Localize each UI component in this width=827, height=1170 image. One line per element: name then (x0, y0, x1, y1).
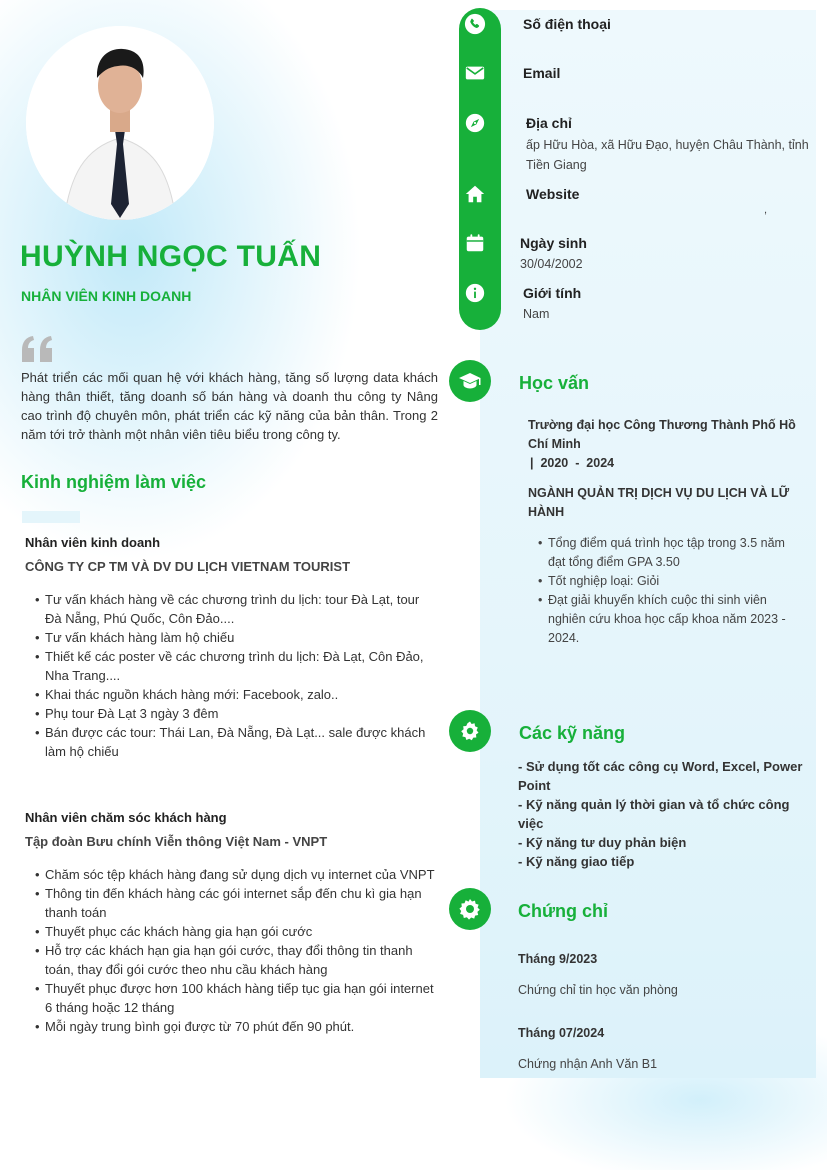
school-name: Trường đại học Công Thương Thành Phố Hồ Chí Minh (528, 418, 796, 451)
list-item: - Kỹ năng tư duy phản biện (518, 835, 687, 850)
list-item: • Đạt giải khuyến khích cuộc thi sinh viên nghiên cứu khoa học cấp khoa năm 2023 - 2024. (538, 591, 800, 648)
list-item: • Thuyết phục các khách hàng gia hạn gói cước (35, 922, 435, 941)
certificate-1-name: Chứng chỉ tin học văn phòng (518, 983, 678, 997)
job-role: NHÂN VIÊN KINH DOANH (21, 288, 192, 304)
experience-title: Kinh nghiệm làm việc (21, 472, 207, 492)
job-2-company: Tập đoàn Bưu chính Viễn thông Việt Nam - VNPT (25, 834, 328, 849)
job-1-duties (35, 590, 435, 761)
birthday-value: 30/04/2002 (520, 257, 583, 271)
list-item: - Kỹ năng quản lý thời gian và tổ chức công việc (518, 797, 790, 831)
major: NGÀNH QUẢN TRỊ DỊCH VỤ DU LỊCH VÀ LỮ HÀNH (528, 486, 790, 519)
list-item: - Sử dụng tốt các công cụ Word, Excel, Power Point (518, 759, 803, 793)
gender-label: Giới tính (523, 285, 582, 301)
study-period: | 2020 - 2024 (530, 456, 615, 470)
badge-icon (449, 888, 491, 930)
job-1-company: CÔNG TY CP TM VÀ DV DU LỊCH VIETNAM TOURIST (25, 559, 351, 574)
phone-icon (462, 11, 488, 37)
job-1-position: Nhân viên kinh doanh (25, 535, 161, 550)
compass-icon (462, 110, 488, 136)
job-2-duties (35, 865, 435, 1036)
website-value[interactable]: , (764, 204, 768, 216)
job-2-position: Nhân viên chăm sóc khách hàng (25, 810, 227, 825)
skills-list (518, 757, 813, 871)
list-item: • Tư vấn khách hàng làm hộ chiếu (35, 628, 435, 647)
certificate-2-name: Chứng nhận Anh Văn B1 (518, 1057, 658, 1071)
candidate-name: HUỲNH NGỌC TUẤN (20, 240, 322, 273)
home-icon (462, 181, 488, 207)
list-item: • Khai thác nguồn khách hàng mới: Facebook, zalo.. (35, 685, 435, 704)
list-item: • Chăm sóc tệp khách hàng đang sử dụng dịch vụ internet của VNPT (35, 865, 435, 884)
profile-photo (26, 26, 214, 220)
list-item: • Mỗi ngày trung bình gọi được từ 70 phút đến 90 phút. (35, 1017, 435, 1036)
list-item: • Tư vấn khách hàng về các chương trình du lịch: tour Đà Lạt, tour Đà Nẵng, Phú Quốc, Côn Đảo.... (35, 590, 435, 628)
list-item: • Tốt nghiệp loại: Giỏi (538, 572, 800, 591)
address-value: ấp Hữu Hòa, xã Hữu Đạo, huyện Châu Thành, tỉnh Tiền Giang (526, 138, 809, 172)
graduation-cap-icon (449, 360, 491, 402)
list-item: • Thiết kế các poster về các chương trình du lịch: Đà Lạt, Côn Đảo, Nha Trang.... (35, 647, 435, 685)
gear-icon (449, 710, 491, 752)
phone-label: Số điện thoại (523, 16, 611, 32)
list-item: • Thông tin đến khách hàng các gói internet sắp đến chu kì gia hạn thanh toán (35, 884, 435, 922)
list-item: • Tổng điểm quá trình học tập trong 3.5 năm đạt tổng điểm GPA 3.50 (538, 534, 800, 572)
certificate-2-date: Tháng 07/2024 (518, 1026, 605, 1040)
experience-divider (22, 511, 80, 523)
list-item: - Kỹ năng giao tiếp (518, 854, 635, 869)
certificate-1-date: Tháng 9/2023 (518, 952, 598, 966)
email-icon (462, 60, 488, 86)
certificates-title: Chứng chỉ (518, 901, 609, 921)
career-objective: Phát triển các mối quan hệ với khách hàng, tăng số lượng data khách hàng thân thiết, tăng doanh số bán hàng và doanh thu công ty Nâng cao trình độ chuyên môn, phát triển các kỹ năng của bản thân. Trong 2 năm tới trở thành một nhân viên tiêu biểu trong công ty. (21, 370, 438, 442)
calendar-icon (462, 230, 488, 256)
list-item: • Hỗ trợ các khách hạn gia hạn gói cước, thay đổi thông tin thanh toán, thay đổi gói cước theo nhu cầu khách hàng (35, 941, 435, 979)
avatar (26, 26, 214, 220)
list-item: • Thuyết phục được hơn 100 khách hàng tiếp tục gia hạn gói internet 6 tháng hoặc 12 tháng (35, 979, 435, 1017)
list-item: • Phụ tour Đà Lạt 3 ngày 3 đêm (35, 704, 435, 723)
skills-title: Các kỹ năng (519, 723, 626, 743)
education-achievements (538, 534, 800, 648)
email-label: Email (523, 65, 561, 81)
website-label: Website (526, 186, 580, 202)
education-title: Học vấn (519, 373, 590, 393)
gender-value: Nam (523, 307, 550, 321)
birthday-label: Ngày sinh (520, 235, 587, 251)
quote-icon (20, 336, 54, 362)
address-label: Địa chỉ (526, 115, 572, 131)
info-icon (462, 280, 488, 306)
list-item: • Bán được các tour: Thái Lan, Đà Nẵng, Đà Lạt... sale được khách làm hộ chiếu (35, 723, 435, 761)
